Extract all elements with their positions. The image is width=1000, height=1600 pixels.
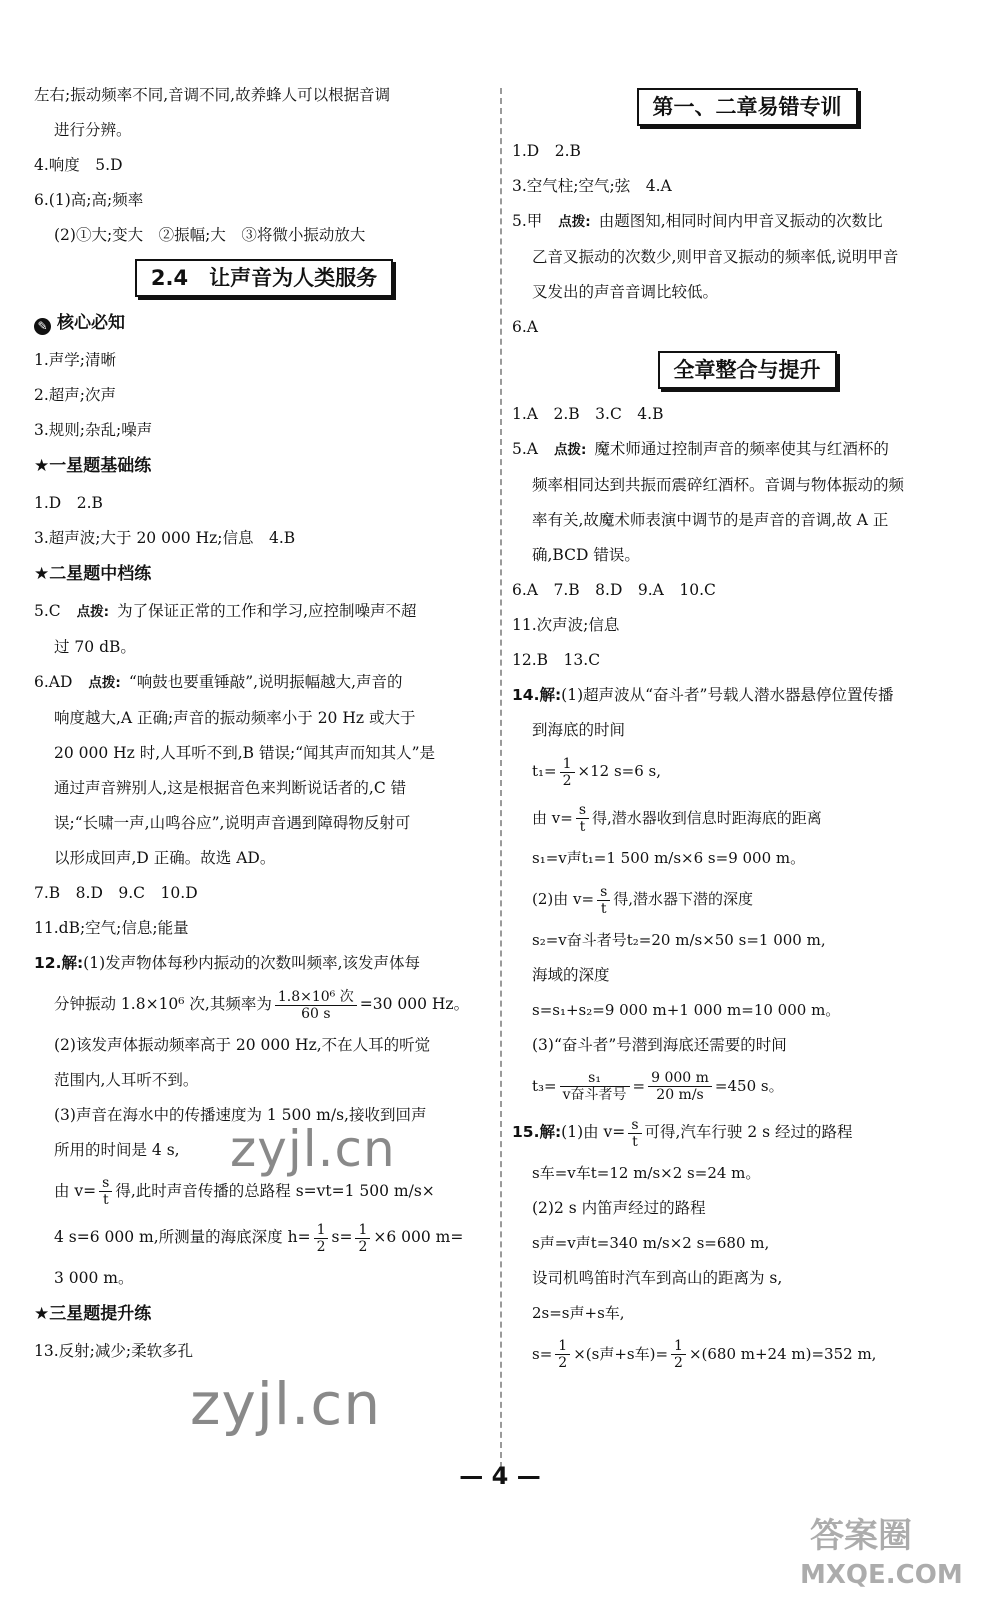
eq-text: ×(s声+s车)= bbox=[573, 1344, 669, 1363]
star-heading-2: ★二星题中档练 bbox=[34, 564, 152, 584]
numerator: s bbox=[597, 884, 610, 901]
right-column bbox=[512, 84, 982, 1383]
text-line: 通过声音辨别人,这是根据音色来判断说话者的,C 错 bbox=[54, 779, 407, 797]
question-number: 5.A bbox=[512, 440, 538, 458]
watermark: zyjl.cn bbox=[190, 1370, 382, 1438]
text-line: (3)“奋斗者”号潜到海底还需要的时间 bbox=[532, 1035, 787, 1054]
hint-text: “响鼓也要重锤敲”,说明振幅越大,声音的 bbox=[128, 673, 403, 691]
section-title-wrap bbox=[34, 259, 494, 297]
equation-line bbox=[34, 1220, 494, 1255]
fraction bbox=[314, 1222, 329, 1255]
equation-line: s₂=v奋斗者号t₂=20 m/s×50 s=1 000 m, bbox=[532, 930, 826, 949]
eq-text: =450 s。 bbox=[714, 1076, 784, 1095]
denominator: t bbox=[632, 1133, 638, 1150]
denominator: 2 bbox=[562, 772, 572, 789]
core-heading bbox=[34, 311, 494, 335]
denominator: 2 bbox=[558, 1355, 568, 1371]
answer-line: 6.(1)高;高;频率 bbox=[34, 191, 144, 209]
numerator: s₁ bbox=[560, 1070, 630, 1087]
section-title-wrap bbox=[512, 351, 982, 389]
hint-text: 魔术师通过控制声音的频率使其与红酒杯的 bbox=[594, 440, 889, 458]
core-badge-icon: ✎ bbox=[34, 318, 51, 335]
column-divider bbox=[500, 88, 502, 1468]
fraction bbox=[99, 1175, 112, 1208]
answer-line: 3.超声波;大于 20 000 Hz;信息 4.B bbox=[34, 529, 296, 547]
eq-text: 得,此时声音传播的总路程 s=vt=1 500 m/s× bbox=[115, 1181, 435, 1200]
numerator: 1.8×10⁶ 次 bbox=[275, 989, 357, 1006]
watermark-url: MXQE.COM bbox=[800, 1560, 963, 1590]
numerator: s bbox=[628, 1117, 641, 1134]
text-line: 左右;振动频率不同,音调不同,故养蜂人可以根据音调 bbox=[34, 86, 391, 104]
hint-label: 点拨: bbox=[558, 214, 591, 230]
eq-text: 可得,汽车行驶 2 s 经过的路程 bbox=[644, 1123, 853, 1141]
question-number: 14.解: bbox=[512, 686, 562, 704]
answer-line: 1.声学;清晰 bbox=[34, 351, 117, 369]
equation-line: s₁=v声t₁=1 500 m/s×6 s=9 000 m。 bbox=[532, 849, 806, 867]
denominator: t bbox=[600, 900, 607, 917]
answer-line: 1.D 2.B bbox=[34, 494, 103, 512]
equation-line bbox=[34, 987, 494, 1022]
fraction bbox=[555, 1338, 570, 1371]
hint-text: 由题图知,相同时间内甲音叉振动的次数比 bbox=[598, 212, 883, 230]
equation-line: 2s=s声+s车, bbox=[532, 1303, 625, 1322]
answer-line: 1.D 2.B bbox=[512, 142, 581, 160]
eq-text: =30 000 Hz。 bbox=[359, 995, 470, 1013]
text-line: (2)该发声体振动频率高于 20 000 Hz,不在人耳的听觉 bbox=[54, 1035, 431, 1054]
eq-text: 分钟振动 1.8×10⁶ 次,其频率为 bbox=[54, 995, 272, 1013]
fraction bbox=[560, 756, 575, 789]
equation-line: s车=v车t=12 m/s×2 s=24 m。 bbox=[532, 1163, 761, 1182]
watermark: zyjl.cn bbox=[230, 1120, 396, 1178]
fraction bbox=[355, 1222, 370, 1255]
equation-line bbox=[512, 801, 982, 836]
eq-text: 得,潜水器下潜的深度 bbox=[613, 890, 754, 908]
numerator: 1 bbox=[555, 1338, 570, 1355]
text-line: (3)声音在海水中的传播速度为 1 500 m/s,接收到回声 bbox=[54, 1105, 427, 1124]
eq-text: ×12 s=6 s, bbox=[577, 762, 661, 780]
text-line: 3 000 m。 bbox=[54, 1268, 134, 1287]
text-line: 率有关,故魔术师表演中调节的是声音的音调,故 A 正 bbox=[532, 511, 889, 529]
answer-line: 11.dB;空气;信息;能量 bbox=[34, 919, 189, 937]
section-title: 2.4 让声音为人类服务 bbox=[135, 259, 393, 297]
answer-line: 7.B 8.D 9.C 10.D bbox=[34, 884, 198, 902]
fraction bbox=[628, 1117, 641, 1150]
hint-label: 点拨: bbox=[76, 604, 110, 620]
numerator: 1 bbox=[560, 756, 575, 773]
hint-label: 点拨: bbox=[553, 442, 587, 458]
watermark-logo: 答案圈 bbox=[810, 1516, 912, 1556]
numerator: 1 bbox=[314, 1222, 329, 1239]
text-line: 进行分辨。 bbox=[54, 121, 132, 139]
text-line: 乙音叉振动的次数少,则甲音叉振动的频率低,说明甲音 bbox=[532, 248, 899, 266]
text-line: 海域的深度 bbox=[532, 965, 610, 984]
fraction bbox=[671, 1338, 686, 1371]
question-number: 15.解: bbox=[512, 1123, 562, 1141]
denominator: 20 m/s bbox=[656, 1087, 704, 1103]
answer-line: 3.空气柱;空气;弦 4.A bbox=[512, 177, 672, 195]
text-line: 叉发出的声音音调比较低。 bbox=[532, 283, 719, 301]
eq-text: t₁= bbox=[532, 762, 557, 780]
text-line: 所用的时间是 4 s, bbox=[54, 1140, 180, 1159]
answer-text: (1)发声物体每秒内振动的次数叫频率,该发声体每 bbox=[83, 954, 421, 972]
denominator: t bbox=[102, 1192, 109, 1208]
text-line: 确,BCD 错误。 bbox=[532, 546, 640, 564]
eq-text: s= bbox=[532, 1344, 553, 1363]
question-number: 5.甲 bbox=[512, 212, 543, 230]
answer-line bbox=[512, 1115, 982, 1150]
left-column bbox=[34, 84, 494, 1375]
fraction bbox=[275, 989, 357, 1022]
question-number: 12.解: bbox=[34, 954, 84, 972]
text-line: 到海底的时间 bbox=[532, 721, 626, 739]
star-heading-1: ★一星题基础练 bbox=[34, 456, 152, 476]
section-title: 第一、二章易错专训 bbox=[637, 88, 858, 126]
text-line: (2)2 s 内笛声经过的路程 bbox=[532, 1198, 706, 1217]
denominator: t bbox=[579, 819, 586, 835]
answer-line bbox=[512, 438, 982, 461]
answer-line: 6.A 7.B 8.D 9.A 10.C bbox=[512, 581, 716, 599]
eq-text: = bbox=[632, 1076, 646, 1095]
text-line: 响度越大,A 正确;声音的振动频率小于 20 Hz 或大于 bbox=[54, 709, 416, 727]
eq-text: s= bbox=[331, 1228, 353, 1246]
denominator: 60 s bbox=[301, 1005, 331, 1022]
answer-line bbox=[34, 600, 494, 623]
question-number: 6.AD bbox=[34, 673, 73, 691]
fraction bbox=[560, 1070, 630, 1103]
answer-line bbox=[34, 952, 494, 974]
denominator: 2 bbox=[358, 1238, 368, 1255]
equation-line: s=s₁+s₂=9 000 m+1 000 m=10 000 m。 bbox=[532, 1000, 841, 1019]
answer-line: (2)①大;变大 ②振幅;大 ③将微小振动放大 bbox=[54, 226, 366, 244]
numerator: s bbox=[99, 1175, 112, 1192]
equation-line bbox=[512, 1337, 982, 1372]
numerator: 1 bbox=[671, 1338, 686, 1355]
hint-label: 点拨: bbox=[88, 675, 121, 691]
equation-line bbox=[512, 1069, 982, 1104]
answer-line: 13.反射;减少;柔软多孔 bbox=[34, 1341, 194, 1360]
eq-text: t₃= bbox=[532, 1076, 557, 1095]
text-line: 误;“长啸一声,山鸣谷应”,说明声音遇到障碍物反射可 bbox=[54, 814, 411, 832]
text-line: 频率相同达到共振而震碎红酒杯。音调与物体振动的频 bbox=[532, 476, 905, 494]
text-line: 过 70 dB。 bbox=[54, 638, 136, 656]
text-line: 范围内,人耳听不到。 bbox=[54, 1070, 199, 1089]
denominator: 2 bbox=[316, 1238, 326, 1255]
answer-text: (1)超声波从“奋斗者”号载人潜水器悬停位置传播 bbox=[561, 686, 894, 704]
answer-line bbox=[512, 210, 982, 233]
fraction bbox=[597, 884, 610, 917]
eq-text: ×6 000 m= bbox=[373, 1228, 464, 1246]
eq-text: 由 v= bbox=[532, 808, 573, 827]
answer-line bbox=[34, 671, 494, 694]
text-line: 以形成回声,D 正确。故选 AD。 bbox=[54, 849, 276, 867]
answer-line: 11.次声波;信息 bbox=[512, 616, 620, 634]
text-line: 20 000 Hz 时,人耳听不到,B 错误;“闻其声而知其人”是 bbox=[54, 744, 436, 762]
fraction bbox=[648, 1070, 712, 1103]
answer-line: 12.B 13.C bbox=[512, 651, 601, 669]
eq-text: ×(680 m+24 m)=352 m, bbox=[688, 1344, 877, 1363]
eq-text: 得,潜水器收到信息时距海底的距离 bbox=[592, 808, 822, 827]
eq-text: (2)由 v= bbox=[532, 890, 595, 908]
answer-line: 2.超声;次声 bbox=[34, 386, 117, 404]
page-number: — 4 — bbox=[459, 1462, 541, 1490]
equation-line: s声=v声t=340 m/s×2 s=680 m, bbox=[532, 1233, 770, 1252]
section-title: 全章整合与提升 bbox=[658, 351, 837, 389]
equation-line bbox=[512, 882, 982, 917]
answer-line: 6.A bbox=[512, 318, 538, 336]
answer-line: 4.响度 5.D bbox=[34, 156, 123, 174]
answer-line: 1.A 2.B 3.C 4.B bbox=[512, 405, 664, 423]
hint-text: 为了保证正常的工作和学习,应控制噪声不超 bbox=[117, 602, 417, 620]
eq-text: (1)由 v= bbox=[561, 1123, 626, 1141]
numerator: 9 000 m bbox=[648, 1070, 712, 1087]
question-number: 5.C bbox=[34, 602, 61, 620]
answer-line: 3.规则;杂乱;噪声 bbox=[34, 421, 153, 439]
numerator: s bbox=[576, 802, 589, 819]
numerator: 1 bbox=[355, 1222, 370, 1239]
denominator: 2 bbox=[674, 1355, 683, 1371]
text-line: 设司机鸣笛时汽车到高山的距离为 s, bbox=[532, 1268, 783, 1287]
core-label: 核心必知 bbox=[57, 313, 125, 333]
equation-line bbox=[34, 1174, 494, 1209]
equation-line bbox=[512, 754, 982, 789]
eq-text: 由 v= bbox=[54, 1181, 97, 1200]
denominator: v奋斗者号 bbox=[562, 1087, 627, 1103]
fraction bbox=[576, 802, 589, 835]
star-heading-3: ★三星题提升练 bbox=[34, 1303, 152, 1324]
eq-text: 4 s=6 000 m,所测量的海底深度 h= bbox=[54, 1228, 311, 1246]
answer-line bbox=[512, 684, 982, 706]
section-title-wrap bbox=[512, 88, 982, 126]
